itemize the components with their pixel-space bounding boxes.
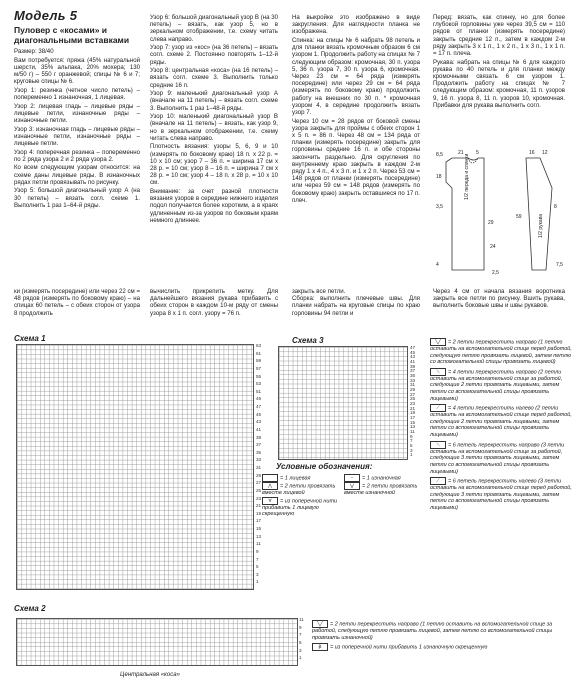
col3-p1: Спинка: на спицы № 6 набрать 98 петель и для планки вязать кромочным образом 6 см узором 1. Продолжить работу на спицах № 7 следующим образом: кромочная, 30 п. узора 5, 36 п. узора 7, 30 п. узора 6, кромочная. Через 23 см = 64 ряда (измерять посередине) или через 29 см = 64 ряда (измерять по боковому краю) продолжить работу на внешних по 30 п. * кромочная узором 4, в середине продолжить вязать узор 7. — [292, 37, 420, 117]
col1-p3: Узор 2: лицевая гладь – лицевые ряды – лицевые петли, изнаночные ряды – изнаночные петли. — [14, 102, 140, 124]
cross-6-left-icon: ⟋ — [430, 477, 446, 485]
row-number: 63 — [256, 343, 262, 348]
col1-p6: Ко всем следующим узорам относится: на схеме даны лицевые ряды. В изнаночных рядах петли провязывать по рисунку. — [14, 164, 140, 186]
row-number: 17 — [410, 415, 416, 420]
column-1 — [14, 48, 140, 210]
dim-4: 12 — [542, 150, 548, 156]
row-number: 41 — [410, 359, 416, 364]
row-number: 19 — [410, 410, 416, 416]
legend-inc-knit: ∀ = из поперечной нити прибавить 1 лицевую скрещенную — [262, 497, 338, 518]
row-number: 7 — [410, 438, 413, 444]
col4-p1: Рукава: набрать на спицы № 6 для каждого рукава по 40 петель и для планки между кромочными связать 6 см узором 1. Продолжить работу на спицах № 7 следующим образом: кромочная, 11 п. узоров 9, 16 п. узора 8, 11 п. узоров 10, кромочная. Прибавки для рукава выполнить согл. — [433, 58, 565, 109]
dim-3: 16 — [529, 150, 535, 156]
mid-col-2: вычислить прикрепить метку. Для дальнейшего вязания рукава прибавить с обеих сторон в каждом 10-м ряду от смены узора 8 х 1 п. согл. узору = 76 п. — [150, 288, 278, 317]
row-number: 45 — [256, 411, 262, 417]
col2-p4: Узор 10: маленький диагональный узор В (вначале на 11 петель) – вязать, как узор 9, но в зеркальном отображении, т.е. схему читать слева направо. — [150, 113, 278, 142]
legend-mid — [344, 474, 426, 497]
col2-p5: Плотность вязания: узоры 5, 6, 9 и 10 (измерять по боковому краю) 18 п. x 22 р. = 10 х 10 см; узор 7 – 36 п. = ширина 17 см х 28 р. = 10 см; узор 8 – 16 п. = ширина 7 см x 28 р. = 10 см; узор 4 – 18 п. x 28 р. = 10 х 10 см. — [150, 143, 278, 187]
row-number: 23 — [256, 495, 262, 501]
row-number: 15 — [256, 526, 262, 531]
row-number: 29 — [256, 472, 262, 478]
schema2-caption: Центральная «коса» — [120, 672, 180, 678]
schema2-title: Схема 2 — [14, 604, 46, 613]
cross-4-left-icon: ⟋ — [430, 404, 446, 412]
row-number: 31 — [256, 465, 262, 470]
column-3 — [292, 14, 420, 205]
row-number: 9 — [410, 433, 413, 439]
pattern-drawing — [434, 148, 574, 278]
dim-1: 21 — [458, 150, 464, 156]
legend-r1: ⟍ = 4 петли перекрестить направо (2 петли оставить на вспомогательной спице за работой, следующие 2 петли провязать лицевыми, затем петли со вспомогательной спицы провязать лицевыми) — [430, 368, 563, 402]
row-number: 31 — [410, 382, 416, 388]
model-title: Модель 5 — [14, 8, 78, 23]
row-number: 45 — [410, 349, 416, 355]
mid-col-3: закрыть все петли. Сборка: выполнить плечевые швы. Для планки набрать на круговые спицы по краю горловины 94 петли и — [292, 288, 420, 317]
schema1-grid — [16, 344, 254, 590]
row-number: 39 — [256, 434, 262, 440]
row-number: 43 — [256, 419, 262, 425]
dim-15: 7,5 — [556, 262, 563, 268]
row-number: 33 — [256, 457, 262, 463]
col1-p4: Узор 3: изнаночная гладь – лицевые ряды – изнаночные петли, изнаночные ряды – лицевые петли. — [14, 125, 140, 147]
col4-p0: Перед: вязать, как спинку, но для более глубокой горловины уже через 39,5 см = 110 рядов от планки (измерять посередине) закрыть средние 12 п., затем в каждом 2-м ряду закрыть 3 х 1 п., 1 х 2 п., 1 х 3 п., 1 х 1 п. = 17 п. плеча. — [433, 14, 565, 58]
row-number: 3 — [410, 447, 413, 453]
cross-6-right-icon: ⟍ — [430, 441, 446, 449]
col3-p2: Через 10 см = 28 рядов от боковой смены узора закрыть для проймы с обеих сторон 1 х 5 п. = 86 п. Через 48 см = 134 ряда от планки (измерять посередине) закрыть для горловины средние 16 п. и обе стороны закончить раздельно. Для скругления по внутреннему краю закрыть в каждом 2-м ряду 1 х 4 п., 4 х 3 п. и 1 х 2 п. Через 53 см = 148 рядов от планки (измерять посередине) или через 59 см = 148 рядов (измерять по боковому краю) закрыть оставшиеся по 17 п. плеч. — [292, 117, 420, 204]
row-number: 13 — [410, 424, 416, 430]
legend-title: Условные обозначения: — [276, 462, 373, 471]
row-number: 11 — [410, 429, 415, 434]
dim-5: 18 — [436, 174, 442, 180]
dim-6: 1/2 переда и спинки — [464, 153, 470, 200]
legend-p2tog: ⋁ = 2 петли провязать вместе изнаночной — [344, 483, 418, 497]
row-number: 37 — [256, 442, 262, 448]
row-number: 3 — [256, 571, 259, 577]
dim-2: 5 — [476, 150, 479, 156]
col1-p1: Вам потребуется: пряжа (45% натуральной шерсти, 35% альпака, 20% мохера; 130 м/50 г) – 550 г оранжевой; спицы № 6 и 7; круговые спицы № 6. — [14, 56, 140, 86]
row-number: 17 — [256, 518, 262, 524]
row-number: 11 — [299, 617, 304, 622]
k2tog-icon: ⋀ — [262, 482, 278, 490]
col2-p3: Узор 9: маленький диагональный узор А (вначале на 11 петель) – вязать согл. схеме 3. Выполнить 1 раз 1–48-й ряды. — [150, 90, 278, 112]
row-number: 33 — [410, 377, 416, 383]
row-number: 27 — [256, 480, 262, 486]
legend-bottom — [312, 620, 570, 651]
row-number: 7 — [299, 632, 302, 638]
row-number: 5 — [410, 443, 413, 448]
column-4 — [433, 14, 565, 110]
row-number: 19 — [256, 510, 262, 516]
row-number: 57 — [256, 365, 262, 371]
col2-p0: Узор 6: большой диагональный узор В (на 30 петель) – вязать, как узор 5, но в зеркальном отображении, т.е. схему читать слева направо. — [150, 14, 278, 43]
row-number: 25 — [410, 396, 416, 402]
row-number: 5 — [299, 640, 302, 645]
row-number: 29 — [410, 387, 416, 392]
p2tog-icon: ⋁ — [344, 482, 360, 490]
row-number: 9 — [256, 548, 259, 554]
col2-p2: Узор 8: центральная «коса» (на 16 петель) – вязать согл. схеме 3. Выполнить только средние 16 п. — [150, 67, 278, 89]
row-number: 51 — [256, 388, 262, 394]
knit-icon — [262, 474, 278, 482]
row-number: 9 — [299, 624, 302, 630]
dim-10: 24 — [490, 244, 496, 250]
legend-r2: ⟋ = 4 петли перекрестить налево (2 петли оставить на вспомогательной спице перед работой, следующие 2 петли провязать лицевыми, затем петли со вспомогательной спицы провязать лицевыми) — [430, 405, 572, 439]
row-number: 11 — [256, 541, 261, 547]
row-number: 37 — [410, 368, 416, 374]
col2-p1: Узор 7: узор из «кос» (на 36 петель) – вязать согл. схеме 2. Постоянно повторять 1–12-й ряды. — [150, 44, 278, 66]
mid-col-4: Через 4 см от начала вязания воротника закрыть все петли по рисунку. Вшить рукава, выполнить боковые швы и швы рукавов. — [433, 288, 565, 310]
dim-8: 1/2 рукава — [538, 213, 544, 238]
row-number: 25 — [256, 487, 262, 493]
cross-4-right-icon: ⟍ — [430, 368, 446, 376]
row-number: 61 — [256, 350, 262, 356]
cross-2-right-icon: ╲╱ — [430, 338, 446, 346]
legend-r4: ⟋ = 6 петель перекрестить налево (3 петли оставить на вспомогательной спице перед работой, следующие 3 петли провязать лицевыми, затем петли со вспомогательной спицы провязать лицевыми) — [430, 478, 572, 511]
schema3-grid — [278, 346, 408, 460]
row-number: 39 — [410, 363, 416, 369]
legend-r0: ╲╱ = 2 петли перекрестить направо (1 петлю оставить на вспомогательной спице перед работой, следующую петлю провязать лицевой, затем петлю со вспомогательной спицы провязать лицевой) — [430, 339, 572, 366]
row-number: 1 — [256, 579, 259, 585]
legend-r3: ⟍ = 6 петель перекрестить направо (3 петли оставить на вспомогательной спице за работой, следующие 3 петли провязать лицевыми, затем петли со вспомогательной спицы провязать лицевыми) — [430, 441, 565, 475]
col2-p6: Внимание: за счет разной плотности вязания узоров в середине нижнего изделия подол получается более коротким, а в краях удлиненным из-за узоров по боковым краям немного длиннее. — [150, 188, 278, 224]
row-number: 7 — [256, 556, 259, 562]
legend-purl: – = 1 изнаночная — [344, 474, 426, 482]
dim-0: 8,5 — [436, 152, 443, 158]
mid-col-1: ки (измерять посередине) или через 22 см = 48 рядов (измерять по боковому краю) – на спицах 60 петель – с обеих сторон от узора 8 продолжить — [14, 288, 140, 317]
col3-p0: На выкройке это изображено в виде закругления. Для наглядности планка не изображена. — [292, 14, 420, 36]
dim-7: 29 — [488, 220, 494, 226]
dim-9: 3,5 — [436, 204, 443, 210]
schema2-grid — [16, 618, 298, 666]
dim-13: 4 — [436, 262, 439, 268]
schema3-title: Схема 3 — [292, 336, 324, 345]
cross-2-right-purl-icon: ╲╱ — [312, 620, 328, 628]
legend-b1: Ꞵ = из поперечной нити прибавить 1 изнаночную скрещенную — [312, 643, 570, 651]
col1-p7: Узор 5: большой диагональный узор А (на 30 петель) – вязать согл. схеме 1. Выполнить 1 раз 1–64-й ряды. — [14, 187, 140, 209]
legend-knit: = 1 лицевая — [262, 474, 344, 482]
row-number: 47 — [410, 345, 416, 350]
row-number: 55 — [256, 373, 262, 379]
legend-left — [262, 474, 344, 518]
dim-11: 59 — [516, 214, 522, 220]
legend-right — [430, 338, 572, 512]
col1-p5: Узор 4: поперечная резинка – попеременно по 2 ряда узора 2 и 2 ряда узора 2. — [14, 148, 140, 163]
row-number: 1 — [299, 655, 302, 661]
dim-12: 8 — [554, 204, 557, 210]
col1-p2: Узор 1: резинка (четное число петель) – попеременно 1 изнаночная, 1 лицевая. — [14, 86, 140, 101]
row-number: 15 — [410, 419, 416, 425]
row-number: 49 — [256, 396, 262, 402]
subtitle: Пуловер с «косами» и диагональными вставками — [14, 25, 130, 45]
row-number: 27 — [410, 391, 416, 397]
row-number: 1 — [410, 452, 413, 458]
increase-purl-icon: Ꞵ — [312, 643, 328, 651]
row-number: 43 — [410, 354, 416, 360]
dim-14: 2,5 — [492, 270, 499, 276]
schema1-title: Схема 1 — [14, 334, 46, 343]
row-number: 35 — [256, 449, 262, 455]
purl-icon: – — [344, 474, 360, 482]
legend-b0: ╲╱ = 2 петли перекрестить направо (1 петлю оставить на вспомогательной спице за работой, следующую петлю провязать лицевой, затем петлю со вспомогательной спицы провязать изнаночной) — [312, 621, 553, 641]
row-number: 47 — [256, 404, 262, 409]
row-number: 3 — [299, 647, 302, 653]
column-2 — [150, 14, 278, 225]
row-number: 35 — [410, 373, 416, 378]
row-number: 21 — [256, 503, 262, 509]
row-number: 23 — [410, 401, 416, 406]
row-number: 59 — [256, 358, 262, 364]
row-number: 41 — [256, 426, 262, 432]
row-number: 5 — [256, 564, 259, 570]
row-number: 13 — [256, 533, 262, 539]
row-number: 21 — [410, 405, 416, 411]
increase-knit-icon: ∀ — [262, 497, 278, 505]
row-number: 53 — [256, 381, 262, 387]
col1-p0: Размер: 38/40 — [14, 48, 54, 55]
legend-k2tog: ⋀ = 2 петли провязать вместе лицевой — [262, 483, 336, 497]
